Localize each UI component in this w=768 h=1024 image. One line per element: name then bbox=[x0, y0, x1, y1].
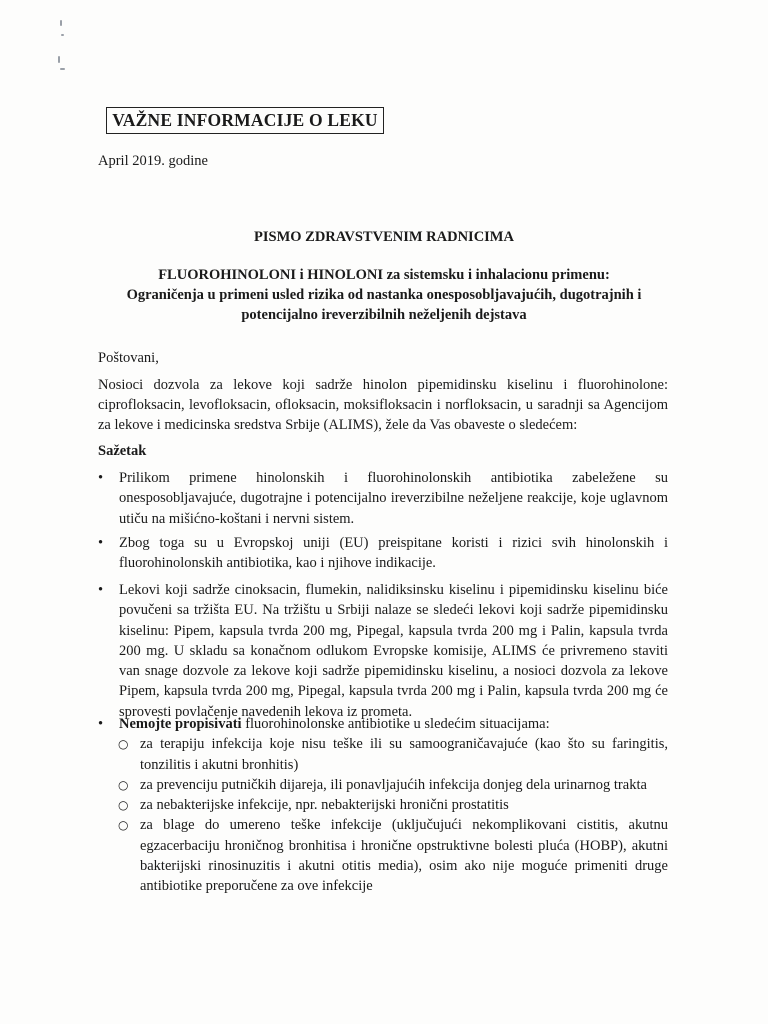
list-item bbox=[98, 734, 668, 775]
bullet-dot: • bbox=[98, 716, 104, 732]
intro-paragraph: Nosioci dozvola za lekove koji sadrže hinolon pipemidinsku kiselinu i fluorohinolone: ciprofloksacin, levofloksacin, ofloksacin, moksifloksacin i norfloksacin, u saradnji sa Agencijom za lekove i medicinska sredstva Srbije (ALIMS), žele da Vas obaveste o sledećem: bbox=[98, 377, 668, 433]
list-item bbox=[98, 795, 668, 815]
bullet-dot: • bbox=[98, 535, 104, 551]
circle-bullet-icon: ○ bbox=[118, 818, 129, 833]
summary-bullet-2 bbox=[98, 533, 668, 574]
summary-bullet-3 bbox=[98, 580, 668, 722]
list-item bbox=[98, 775, 668, 795]
recipient-title: PISMO ZDRAVSTVENIM RADNICIMA bbox=[254, 229, 514, 245]
letter-subject bbox=[100, 265, 668, 325]
bullet-dot: • bbox=[98, 470, 104, 486]
summary-heading: Sažetak bbox=[98, 443, 147, 459]
summary-bullet-4 bbox=[98, 714, 668, 897]
list-item-text: za terapiju infekcija koje nisu teške ili su samoograničavajuće (kao što su faringitis, tonzilitis i akutni bronhitis) bbox=[140, 736, 668, 773]
important-info-title-box: VAŽNE INFORMACIJE O LEKU bbox=[106, 107, 384, 134]
subject-line-2: Ograničenja u primeni usled rizika od nastanka onesposobljavajućih, dugotrajnih i bbox=[126, 287, 642, 303]
bullet-text: Prilikom primene hinolonskih i fluorohinolonskih antibiotika zabeležene su onesposobljavajuće, dugotrajne i potencijalno ireverzibilne neželjene reakcije, koje uglavnom utiču na mišićno-koštani i nervni sistem. bbox=[119, 470, 668, 527]
bullet-text: Zbog toga su u Evropskoj uniji (EU) preispitane koristi i rizici svih hinolonskih i fluorohinolonskih antibiotika, kao i njihove indikacije. bbox=[119, 535, 668, 572]
summary-bullet-1 bbox=[98, 468, 668, 529]
circle-bullet-icon: ○ bbox=[118, 737, 129, 752]
circle-bullet-icon: ○ bbox=[118, 777, 129, 792]
list-item-text: za blage do umereno teške infekcije (uključujući nekomplikovani cistitis, akutnu egzacerbaciju hroničnog bronhitisa i hronične opstruktivne bolesti pluća (HOBP), akutni bakterijski rinosinuzitis i akutni otitis media), osim ako nije moguće primeniti druge antibiotike preporučene za ove infekcije bbox=[140, 817, 668, 895]
bullet-text: Lekovi koji sadrže cinoksacin, flumekin, nalidiksinsku kiselinu i pipemidinsku kiselinu biće povučeni sa tržišta EU. Na tržištu u Srbiji nalaze se sledeći lekovi koji sadrže pipemidinsku kiselinu: Pipem, kapsula tvrda 200 mg, Pipegal, kapsula tvrda 200 mg i Palin, kapsula tvrda 200 mg. U skladu sa konačnom odlukom Evropske komisije, ALIMS će privremeno staviti van snage dozvole za lekove koji sadrže pipemidinsku kiselinu, a nosioci dozvola za lekove Pipem, kapsula tvrda 200 mg, Pipegal, kapsula tvrda 200 mg i Palin, kapsula tvrda 200 mg će sprovesti povlačenje navedenih lekova iz prometa. bbox=[119, 582, 668, 720]
circle-bullet-icon: ○ bbox=[118, 798, 129, 813]
letter-date: April 2019. godine bbox=[98, 153, 208, 169]
bold-instruction: Nemojte propisivati bbox=[119, 716, 242, 732]
list-item bbox=[98, 815, 668, 896]
instruction-rest: fluorohinolonske antibiotike u sledećim situacijama: bbox=[241, 716, 550, 732]
scan-artifact-marks bbox=[54, 16, 68, 86]
subject-line-1: FLUOROHINOLONI i HINOLONI za sistemsku i inhalacionu primenu: bbox=[158, 267, 610, 283]
subject-line-3: potencijalno ireverzibilnih neželjenih dejstava bbox=[241, 307, 527, 323]
list-item-text: za prevenciju putničkih dijareja, ili ponavljajućih infekcija donjeg dela urinarnog trakta bbox=[140, 776, 647, 793]
greeting: Poštovani, bbox=[98, 350, 159, 366]
do-not-prescribe-list bbox=[98, 734, 668, 896]
bullet-dot: • bbox=[98, 582, 104, 598]
list-item-text: za nebakterijske infekcije, npr. nebakterijski hronični prostatitis bbox=[140, 797, 509, 814]
bullet-text bbox=[119, 714, 668, 734]
